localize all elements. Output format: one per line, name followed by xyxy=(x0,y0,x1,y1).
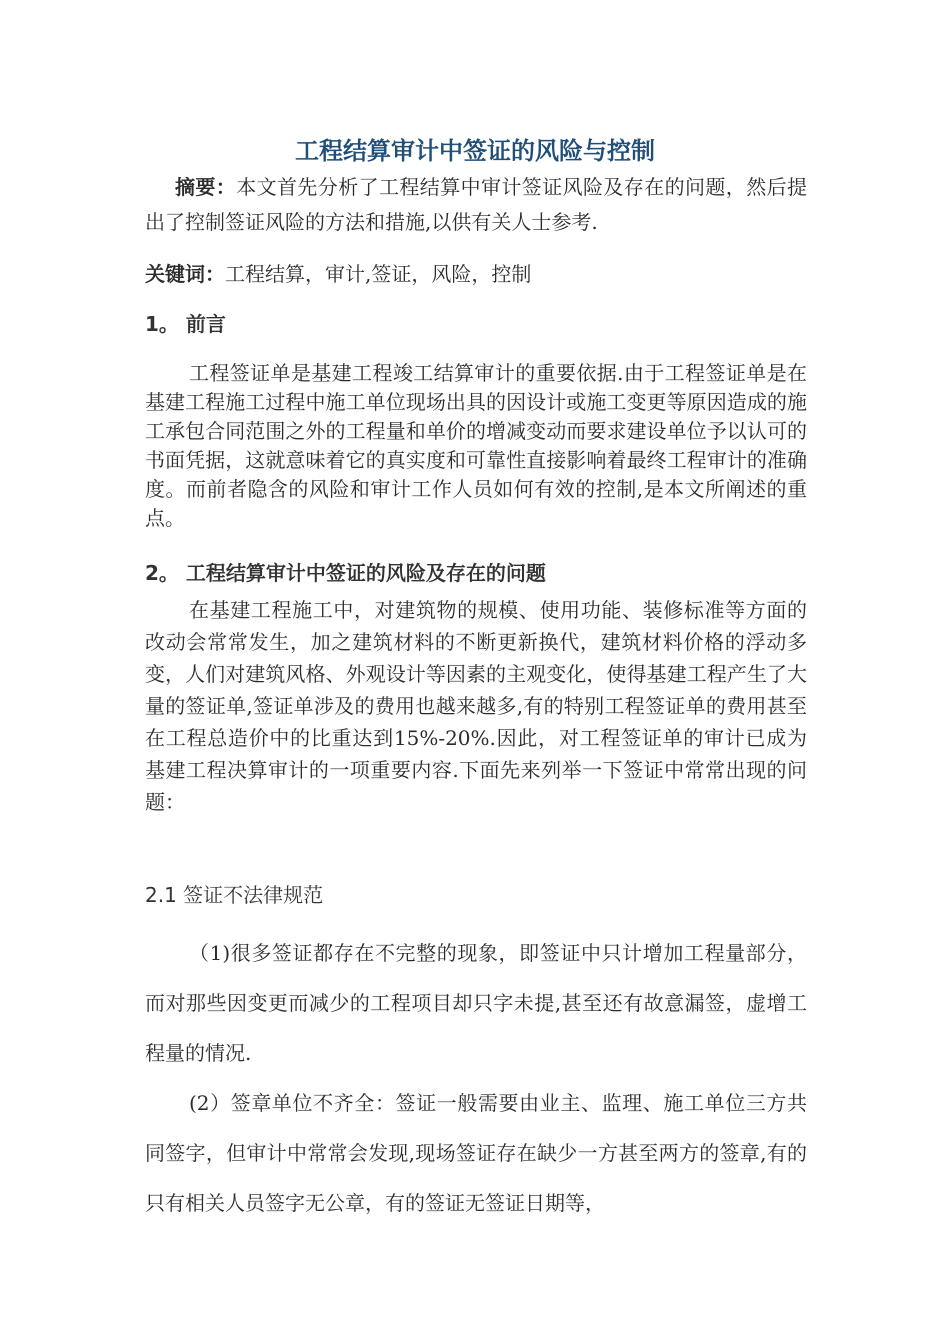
keywords-label: 关键词： xyxy=(145,262,225,286)
document-title: 工程结算审计中签证的风险与控制 xyxy=(295,137,655,165)
abstract-paragraph xyxy=(145,170,807,240)
section-2-paragraph: 在基建工程施工中，对建筑物的规模、使用功能、装修标准等方面的改动会常常发生，加之建筑材料的不断更新换代，建筑材料价格的浮动多变，人们对建筑风格、外观设计等因素的主观变化，使得基建工程产生了大量的签证单,签证单涉及的费用也越来越多,有的特别工程签证单的费用甚至在工程总造价中的比重达到15%-20%.因此，对工程签证单的审计已成为基建工程决算审计的一项重要内容.下面先来列举一下签证中常常出现的问题： xyxy=(145,598,807,814)
subsection-item-1: （1)很多签证都存在不完整的现象，即签证中只计增加工程量部分，而对那些因变更而减少的工程项目却只字未提,甚至还有故意漏签，虚增工程量的情况. xyxy=(145,941,807,1065)
subsection-heading-2-1: 2.1 签证不法律规范 xyxy=(145,883,324,907)
abstract-text: 本文首先分析了工程结算中审计签证风险及存在的问题，然后提出了控制签证风险的方法和措施,以供有关人士参考. xyxy=(145,175,808,234)
section-1-paragraph xyxy=(145,356,807,533)
section-heading-1: 1。 前言 xyxy=(145,312,226,336)
keywords-text: 工程结算，审计,签证，风险，控制 xyxy=(225,262,532,286)
keywords-paragraph xyxy=(145,257,807,292)
section-heading-2: 2。 工程结算审计中签证的风险及存在的问题 xyxy=(145,561,546,585)
abstract-label: 摘要： xyxy=(175,175,237,199)
section-1-paragraph-text: 工程签证单是基建工程竣工结算审计的重要依据.由于工程签证单是在基建工程施工过程中施工单位现场出具的因设计或施工变更等原因造成的施工承包合同范围之外的工程量和单价的增减变动而要求建设单位予以认可的书面凭据，这就意味着它的真实度和可靠性直接影响着最终工程审计的准确度。而前者隐含的风险和审计工作人员如何有效的控制,是本文所阐述的重点。 xyxy=(145,361,807,530)
subsection-item-2: (2）签章单位不齐全：签证一般需要由业主、监理、施工单位三方共同签字，但审计中常常会发现,现场签证存在缺少一方甚至两方的签章,有的只有相关人员签字无公章，有的签证无签证日期等， xyxy=(145,1091,807,1215)
